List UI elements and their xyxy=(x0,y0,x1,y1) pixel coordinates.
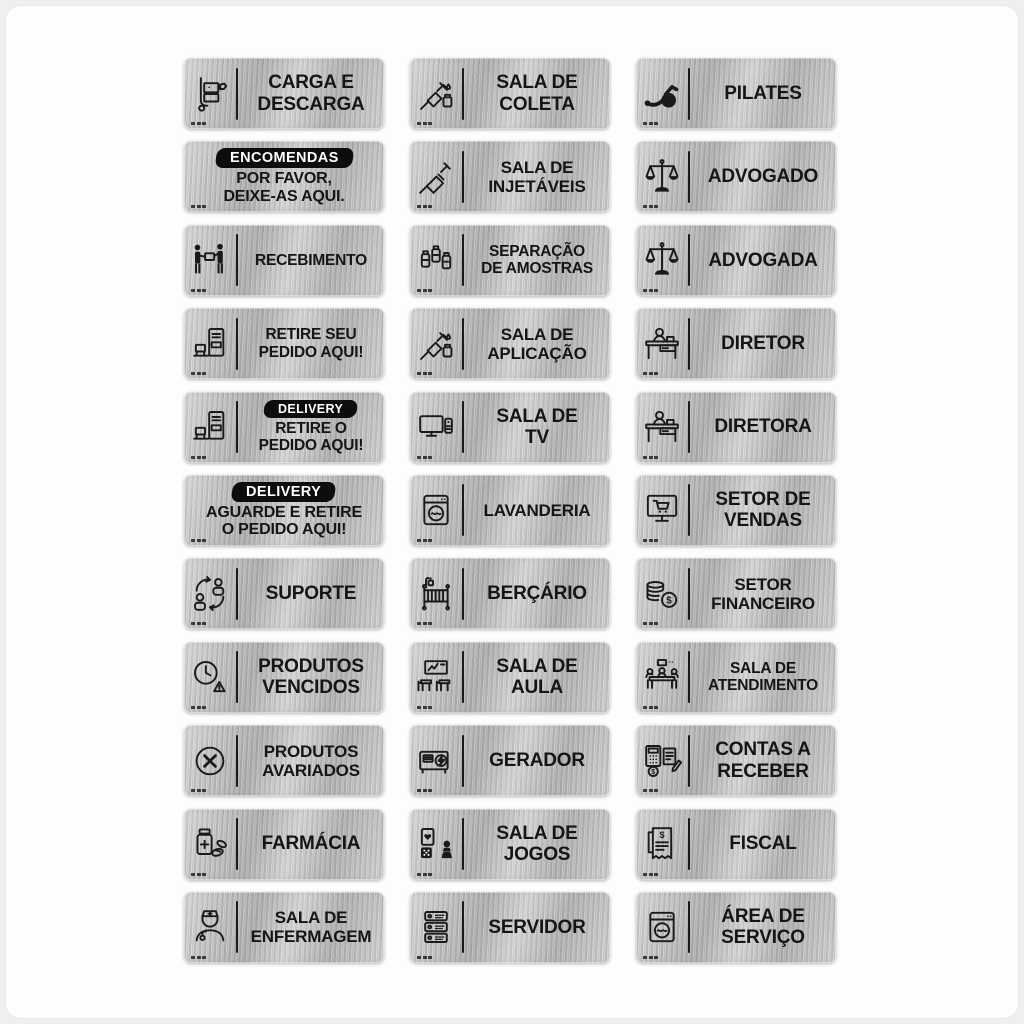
brand-mark xyxy=(191,205,206,208)
sign-plate xyxy=(410,308,610,379)
brand-mark xyxy=(643,289,658,292)
sign-plate xyxy=(184,725,384,796)
sign-plate xyxy=(410,642,610,713)
banner-label: ENCOMENDAS xyxy=(214,148,354,168)
plate-label-line: ATENDIMENTO xyxy=(707,677,819,695)
sign-plate xyxy=(184,141,384,212)
pharmacy-icon xyxy=(190,824,230,864)
brand-mark xyxy=(643,539,658,542)
brand-mark xyxy=(643,622,658,625)
plate-label-line: GERADOR xyxy=(489,749,585,771)
sign-plate xyxy=(184,475,384,546)
brand-mark xyxy=(417,956,432,959)
plate-label-line: TV xyxy=(525,427,549,449)
plate-label-line: BERÇÁRIO xyxy=(487,583,587,605)
sign-plate xyxy=(184,225,384,296)
syringe-icon xyxy=(416,157,456,197)
plate-label-line: POR FAVOR, xyxy=(236,169,332,187)
plate-label-line: DESCARGA xyxy=(257,93,365,115)
sign-plate xyxy=(636,558,836,629)
sign-plate xyxy=(636,809,836,880)
brand-mark xyxy=(191,706,206,709)
plate-label-line: APLICAÇÃO xyxy=(487,343,587,363)
sign-plate xyxy=(410,475,610,546)
receipt-icon xyxy=(642,824,682,864)
justice-scales-icon xyxy=(642,240,682,280)
brand-mark xyxy=(417,456,432,459)
plate-label-line: ENFERMAGEM xyxy=(250,927,372,947)
crib-icon xyxy=(416,574,456,614)
brand-mark xyxy=(643,122,658,125)
plate-label-line: CARGA E xyxy=(268,72,354,94)
plate-label-line: SUPORTE xyxy=(265,583,357,605)
brand-mark xyxy=(191,789,206,792)
plate-label-line: SALA DE xyxy=(729,659,797,677)
brand-mark xyxy=(417,205,432,208)
syringe-vial-icon xyxy=(416,74,456,114)
brand-mark xyxy=(417,122,432,125)
plate-label-line: PEDIDO AQUI! xyxy=(258,343,364,361)
banner-label: DELIVERY xyxy=(231,482,337,502)
monitor-cart-icon xyxy=(642,490,682,530)
sign-column-2 xyxy=(410,58,610,963)
sign-plate xyxy=(184,642,384,713)
brand-mark xyxy=(191,456,206,459)
sign-plate xyxy=(410,809,610,880)
sign-board xyxy=(184,58,836,963)
sign-plate xyxy=(636,642,836,713)
plate-label-line: INJETÁVEIS xyxy=(488,176,586,196)
plate-label-line: RECEBER xyxy=(717,760,809,782)
brand-mark xyxy=(643,789,658,792)
pickup-machine-icon xyxy=(190,407,230,447)
sign-plate xyxy=(184,392,384,463)
sample-bottles-icon xyxy=(416,240,456,280)
plate-label-line: PILATES xyxy=(724,82,802,104)
sign-plate xyxy=(636,392,836,463)
sign-plate xyxy=(636,225,836,296)
plate-label-line: DIRETORA xyxy=(714,416,812,438)
sign-plate xyxy=(410,58,610,129)
tv-remote-icon xyxy=(416,407,456,447)
sign-plate xyxy=(410,725,610,796)
pilates-ball-icon xyxy=(642,74,682,114)
plate-label-line: DEIXE-AS AQUI. xyxy=(223,187,345,205)
brand-mark xyxy=(191,372,206,375)
plate-label-line: PRODUTOS xyxy=(258,655,364,677)
sign-plate xyxy=(184,308,384,379)
games-icon xyxy=(416,824,456,864)
justice-scales-icon xyxy=(642,157,682,197)
coins-icon xyxy=(642,574,682,614)
sign-column-1 xyxy=(184,58,384,963)
banner-label: DELIVERY xyxy=(263,400,359,418)
brand-mark xyxy=(191,289,206,292)
sign-plate xyxy=(410,392,610,463)
pickup-machine-icon xyxy=(190,324,230,364)
sign-plate xyxy=(636,308,836,379)
brand-mark xyxy=(643,205,658,208)
brand-mark xyxy=(417,789,432,792)
support-sync-icon xyxy=(190,574,230,614)
brand-mark xyxy=(417,539,432,542)
sign-plate xyxy=(636,892,836,963)
plate-label-line: FARMÁCIA xyxy=(261,833,361,855)
plate-label-line: VENCIDOS xyxy=(262,677,360,699)
brand-mark xyxy=(191,539,206,542)
plate-label-line: ÁREA DE xyxy=(721,906,805,928)
syringe-vial-icon xyxy=(416,324,456,364)
washing-machine-icon xyxy=(416,490,456,530)
plate-label-line: SERVIÇO xyxy=(721,927,805,949)
plate-label-line: RETIRE O xyxy=(275,419,347,437)
hand-truck-icon xyxy=(190,74,230,114)
svg-text:$: $ xyxy=(659,830,665,841)
plate-label-line: DE AMOSTRAS xyxy=(481,260,593,278)
x-circle-icon xyxy=(190,741,230,781)
plate-label-line: SALA DE xyxy=(274,908,348,928)
brand-mark xyxy=(191,873,206,876)
plate-label-line: SALA DE xyxy=(500,157,574,177)
sign-plate xyxy=(184,892,384,963)
plate-label-line: ADVOGADO xyxy=(707,166,819,188)
sign-plate xyxy=(184,58,384,129)
plate-label-line: PEDIDO AQUI! xyxy=(258,437,364,455)
plate-label-line: SALA DE xyxy=(496,72,578,94)
sign-plate xyxy=(410,225,610,296)
svg-text:$: $ xyxy=(666,595,672,607)
brand-mark xyxy=(643,956,658,959)
washing-machine-icon xyxy=(642,907,682,947)
plate-label-line: SETOR DE xyxy=(715,489,811,511)
plate-label-line: RETIRE SEU xyxy=(265,326,357,344)
plate-label-line: PRODUTOS xyxy=(263,741,359,761)
brand-mark xyxy=(417,289,432,292)
plate-label-line: COLETA xyxy=(499,93,575,115)
plate-label-line: SALA DE xyxy=(496,822,578,844)
plate-label-line: AULA xyxy=(511,677,563,699)
sign-plate xyxy=(636,725,836,796)
brand-mark xyxy=(191,122,206,125)
sign-column-3 xyxy=(636,58,836,963)
director-desk-icon xyxy=(642,324,682,364)
brand-mark xyxy=(417,372,432,375)
plate-label-line: O PEDIDO AQUI! xyxy=(221,521,347,539)
plate-label-line: AGUARDE E RETIRE xyxy=(206,503,362,521)
plate-label-line: JOGOS xyxy=(503,844,571,866)
sign-plate xyxy=(410,558,610,629)
sign-plate xyxy=(184,809,384,880)
plate-label-line: DIRETOR xyxy=(721,333,805,355)
brand-mark xyxy=(643,372,658,375)
brand-mark xyxy=(191,622,206,625)
sign-plate xyxy=(636,58,836,129)
nurse-icon xyxy=(190,907,230,947)
brand-mark xyxy=(643,456,658,459)
plate-label-line: VENDAS xyxy=(724,510,802,532)
generator-icon xyxy=(416,741,456,781)
plate-label-line: LAVANDERIA xyxy=(483,500,591,520)
sign-plate xyxy=(184,558,384,629)
clock-alert-icon xyxy=(190,657,230,697)
sign-plate xyxy=(410,892,610,963)
plate-label-line: SALA DE xyxy=(496,405,578,427)
plate-label-line: SEPARAÇÃO xyxy=(488,242,586,260)
classroom-icon xyxy=(416,657,456,697)
meeting-icon xyxy=(642,657,682,697)
calculator-doc-icon xyxy=(642,741,682,781)
plate-label-line: SALA DE xyxy=(496,655,578,677)
plate-label-line: CONTAS A xyxy=(715,739,811,761)
brand-mark xyxy=(417,622,432,625)
brand-mark xyxy=(417,706,432,709)
server-rack-icon xyxy=(416,907,456,947)
sign-plate xyxy=(636,141,836,212)
people-box-icon xyxy=(190,240,230,280)
sign-plate xyxy=(410,141,610,212)
plate-label-line: FINANCEIRO xyxy=(711,593,815,613)
plate-label-line: SALA DE xyxy=(500,324,574,344)
plate-label-line: AVARIADOS xyxy=(262,760,360,780)
brand-mark xyxy=(643,706,658,709)
plate-label-line: FISCAL xyxy=(729,833,797,855)
plate-label-line: SETOR xyxy=(734,574,792,594)
brand-mark xyxy=(643,873,658,876)
plate-label-line: SERVIDOR xyxy=(488,916,586,938)
plate-label-line: ADVOGADA xyxy=(708,249,818,271)
brand-mark xyxy=(191,956,206,959)
sign-plate xyxy=(636,475,836,546)
brand-mark xyxy=(417,873,432,876)
plate-label-line: RECEBIMENTO xyxy=(254,251,368,269)
svg-text:$: $ xyxy=(651,766,656,776)
director-desk-icon xyxy=(642,407,682,447)
